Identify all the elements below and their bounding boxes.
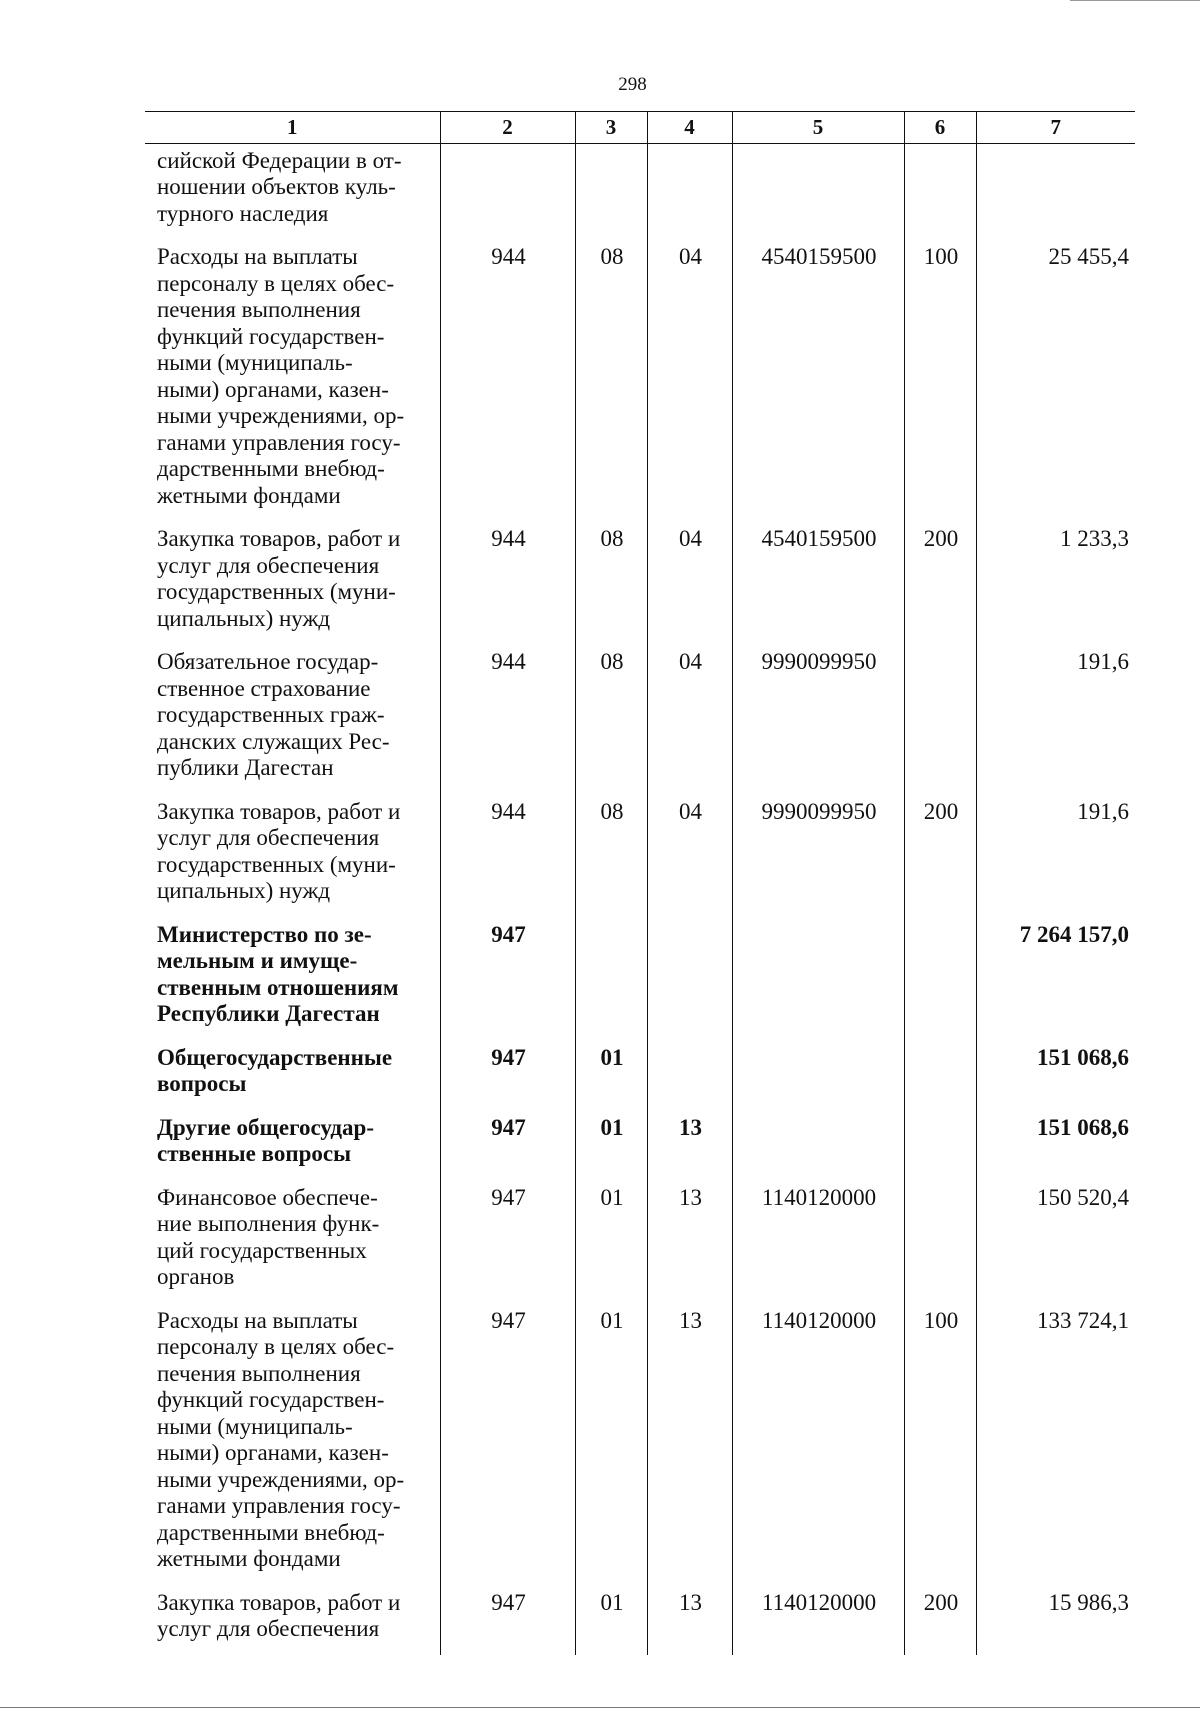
amount-cell: 7 264 157,0 [976, 917, 1135, 1040]
expense-type-cell [904, 644, 976, 794]
subsection-cell: 04 [647, 644, 732, 794]
target-article-cell: 9990099950 [732, 794, 904, 917]
subsection-cell: 13 [647, 1303, 732, 1585]
section-cell: 01 [575, 1180, 647, 1303]
target-article-cell: 1140120000 [732, 1303, 904, 1585]
section-cell: 08 [575, 239, 647, 521]
ministry-code-cell: 944 [440, 644, 575, 794]
amount-cell: 191,6 [976, 794, 1135, 917]
section-cell: 08 [575, 644, 647, 794]
table-row [145, 143, 1135, 239]
subsection-cell: 13 [647, 1585, 732, 1655]
amount-cell: 191,6 [976, 644, 1135, 794]
subsection-cell: 04 [647, 239, 732, 521]
budget-table [145, 111, 1135, 1655]
column-header-6: 6 [904, 112, 976, 144]
item-name-cell: Расходы на выплаты персоналу в целях обес- печения выполнения функций государствен- ными (муниципаль- ными) органами, казен- ными учреждениями, ор- ганами управления госу- дарственными внебюд- жетными фондами [157, 1307, 405, 1571]
section-cell: 01 [575, 1040, 647, 1110]
ministry-code-cell: 947 [440, 917, 575, 1040]
ministry-code-cell: 944 [440, 521, 575, 644]
table-row [145, 239, 1135, 521]
ministry-code-cell: 944 [440, 794, 575, 917]
column-header-7: 7 [976, 112, 1135, 144]
table-row [145, 1180, 1135, 1303]
expense-type-cell [904, 1110, 976, 1180]
expense-type-cell [904, 1180, 976, 1303]
item-name-cell: Закупка товаров, работ и услуг для обеспечения [157, 1589, 401, 1641]
amount-cell: 133 724,1 [976, 1303, 1135, 1585]
target-article-cell: 9990099950 [732, 644, 904, 794]
table-row [145, 521, 1135, 644]
expense-type-cell [904, 1040, 976, 1110]
item-name-cell: Финансовое обеспече- ние выполнения функ- ций государственных органов [157, 1184, 380, 1289]
section-cell: 08 [575, 521, 647, 644]
amount-cell: 15 986,3 [976, 1585, 1135, 1655]
table-row [145, 644, 1135, 794]
item-name-cell: Обязательное государ- ственное страхование государственных граж- данских служащих Рес- публики Дагестан [157, 649, 390, 780]
expense-type-cell: 200 [904, 521, 976, 644]
amount-cell: 151 068,6 [976, 1110, 1135, 1180]
expense-type-cell: 100 [904, 239, 976, 521]
subsection-cell [647, 917, 732, 1040]
column-header-2: 2 [440, 112, 575, 144]
item-name-cell: сийской Федерации в от- ношении объектов куль- турного наследия [157, 147, 402, 226]
page-number: 298 [618, 74, 647, 95]
amount-cell: 25 455,4 [976, 239, 1135, 521]
expense-type-cell: 200 [904, 1585, 976, 1655]
target-article-cell: 4540159500 [732, 239, 904, 521]
subsection-cell: 04 [647, 794, 732, 917]
target-article-cell: 4540159500 [732, 521, 904, 644]
scan-bottom-rule [0, 1707, 1200, 1708]
ministry-code-cell: 947 [440, 1040, 575, 1110]
amount-cell: 1 233,3 [976, 521, 1135, 644]
amount-cell: 151 068,6 [976, 1040, 1135, 1110]
section-cell [575, 143, 647, 239]
subsection-cell [647, 1040, 732, 1110]
target-article-cell: 1140120000 [732, 1180, 904, 1303]
column-header-1: 1 [145, 112, 440, 144]
table-row [145, 1303, 1135, 1585]
ministry-code-cell: 944 [440, 239, 575, 521]
expense-type-cell: 200 [904, 794, 976, 917]
ministry-code-cell: 947 [440, 1110, 575, 1180]
column-header-5: 5 [732, 112, 904, 144]
table-row [145, 1110, 1135, 1180]
amount-cell: 150 520,4 [976, 1180, 1135, 1303]
table-row [145, 794, 1135, 917]
expense-type-cell: 100 [904, 1303, 976, 1585]
table-row [145, 917, 1135, 1040]
target-article-cell [732, 1040, 904, 1110]
section-cell: 01 [575, 1585, 647, 1655]
ministry-code-cell: 947 [440, 1303, 575, 1585]
target-article-cell [732, 143, 904, 239]
expense-type-cell [904, 917, 976, 1040]
expense-type-cell [904, 143, 976, 239]
scan-edge-rule [1070, 0, 1200, 1]
table-body [145, 143, 1135, 1655]
item-name-cell: Расходы на выплаты персоналу в целях обес- печения выполнения функций государствен- ными (муниципаль- ными) органами, казен- ными учреждениями, ор- ганами управления госу- дарственными внебюд- жетными фондами [157, 244, 405, 508]
target-article-cell [732, 917, 904, 1040]
item-name-cell: Закупка товаров, работ и услуг для обеспечения государственных (муни- ципальных) нужд [157, 798, 401, 903]
subsection-cell [647, 143, 732, 239]
table-row [145, 1040, 1135, 1110]
subsection-cell: 13 [647, 1180, 732, 1303]
table-row [145, 1585, 1135, 1655]
item-name-cell: Закупка товаров, работ и услуг для обеспечения государственных (муни- ципальных) нужд [157, 526, 401, 631]
subsection-cell: 04 [647, 521, 732, 644]
table-header [145, 112, 1135, 144]
section-cell: 01 [575, 1110, 647, 1180]
header-row [145, 112, 1135, 144]
column-header-4: 4 [647, 112, 732, 144]
ministry-code-cell: 947 [440, 1585, 575, 1655]
column-header-3: 3 [575, 112, 647, 144]
ministry-code-cell: 947 [440, 1180, 575, 1303]
section-cell [575, 917, 647, 1040]
section-cell: 01 [575, 1303, 647, 1585]
target-article-cell [732, 1110, 904, 1180]
item-name-cell: Министерство по зе- мельным и имуще- ственным отношениям Республики Дагестан [157, 921, 399, 1026]
target-article-cell: 1140120000 [732, 1585, 904, 1655]
section-cell: 08 [575, 794, 647, 917]
ministry-code-cell [440, 143, 575, 239]
item-name-cell: Общегосударственные вопросы [157, 1044, 393, 1096]
amount-cell [976, 143, 1135, 239]
item-name-cell: Другие общегосудар- ственные вопросы [157, 1114, 375, 1166]
subsection-cell: 13 [647, 1110, 732, 1180]
